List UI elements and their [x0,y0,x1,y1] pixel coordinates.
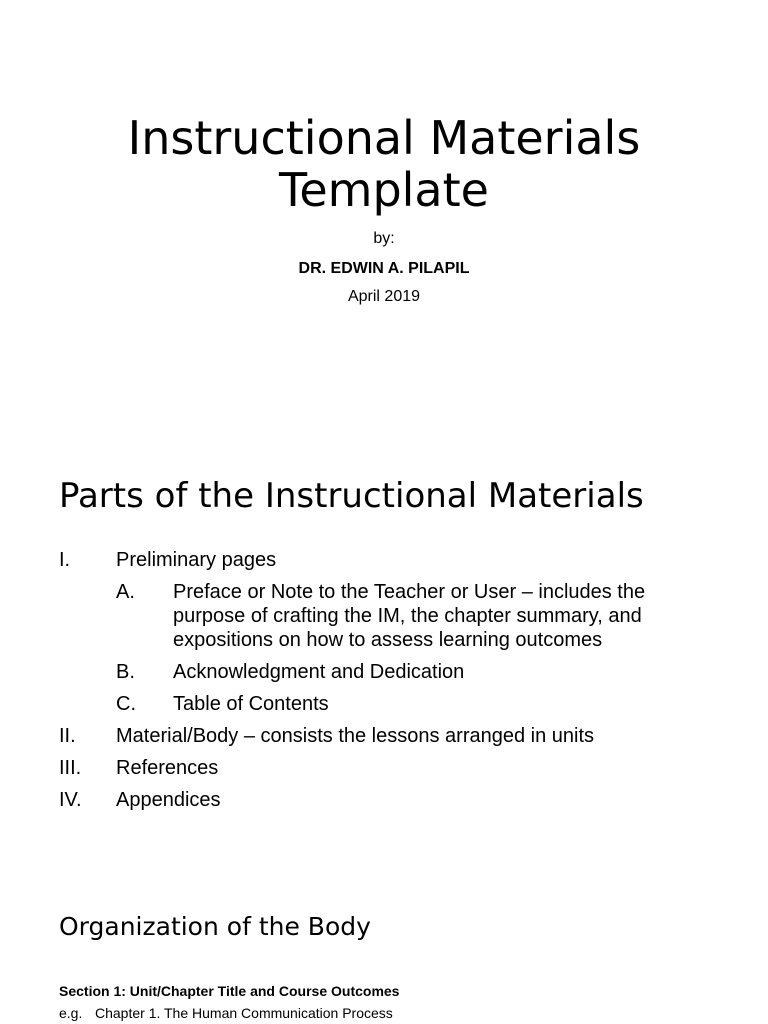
list-item-text: Material/Body – consists the lessons arranged in units [116,725,595,747]
list-item-number: C. [116,693,136,715]
organization-heading: Organization of the Body [59,912,371,941]
title-line-1: Instructional Materials [127,111,641,165]
example-line [59,1005,393,1021]
list-item [59,548,699,572]
parts-heading: Parts of the Instructional Materials [59,476,644,516]
list-item-number: II. [59,725,76,747]
section-label: Section 1: Unit/Chapter Title and Course Outcomes [59,983,400,999]
list-item-text: Acknowledgment and Dedication [173,661,465,683]
document-date: April 2019 [347,288,421,305]
document-title [0,112,768,216]
list-item-number: I. [59,549,71,571]
list-item-number: B. [116,661,135,683]
list-item-number: III. [59,757,82,779]
example-prefix: e.g. [59,1005,83,1021]
list-item [59,692,699,716]
list-item-text: Preliminary pages [116,549,277,571]
list-item-text: Table of Contents [173,693,329,715]
list-item-text: References [116,757,219,779]
by-label: by: [373,230,395,247]
list-item [59,580,699,652]
list-item [59,724,699,748]
example-text: Chapter 1. The Human Communication Process [95,1005,393,1021]
author-name: DR. EDWIN A. PILAPIL [298,260,470,277]
list-item-text: Preface or Note to the Teacher or User – includes the purpose of crafting the IM, the chapter summary, and expositions on how to assess learning outcomes [173,581,646,651]
list-item [59,756,699,780]
list-item-number: IV. [59,789,82,811]
parts-list [59,548,699,820]
list-item [59,788,699,812]
title-line-2: Template [279,163,489,217]
list-item-number: A. [116,581,135,603]
list-item-text: Appendices [116,789,221,811]
list-item [59,660,699,684]
